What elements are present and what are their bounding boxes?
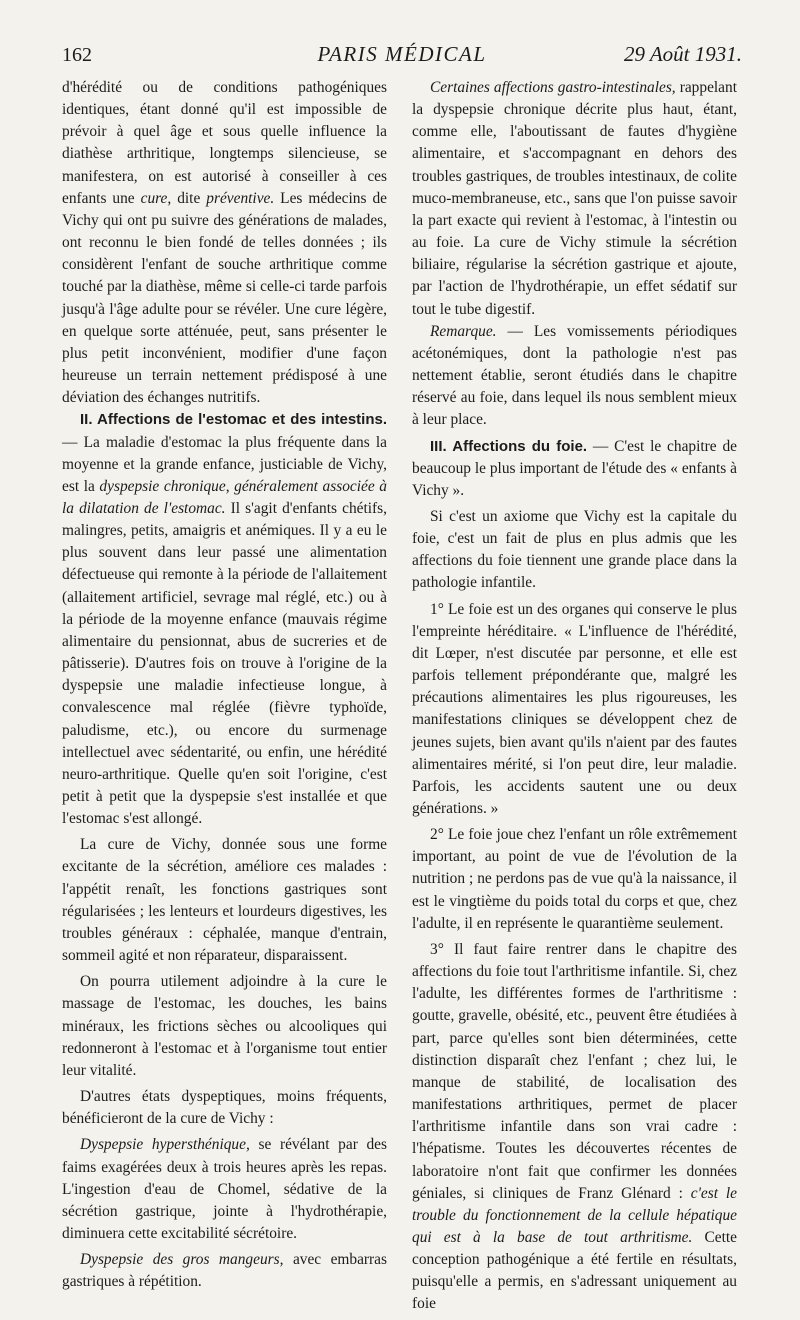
paragraph: 1° Le foie est un des organes qui conserve le plus l'empreinte héréditaire. « L'influence de l'hérédité, dit Lœper, n'est discutée par personne, et elle est parfois tellement prépondérante que, malgré les précautions alimentaires les plus rigoureuses, les manifestations cliniques se développent chez de jeunes sujets, bien avant qu'ils n'aient par des fautes alimentaires mérité, si l'on peut dire, leur maladie. Parfois, les accidents sautent une ou deux générations. » <box>412 600 737 817</box>
paragraph: Remarque. — Les vomissements périodiques acétonémiques, dont la pathologie n'est pas nettement établie, seront étudiés dans le chapitre réservé au foie, dans lequel ils nous semblent mieux à leur place. <box>412 322 737 429</box>
paragraph: La cure de Vichy, donnée sous une forme excitante de la sécrétion, améliore ces malades : l'appétit renaît, les fonctions gastriques sont régularisées ; les lenteurs et lourdeurs digestives, les troubles généraux : céphalée, manque d'entrain, sommeil agité et non réparateur, disparaissent. <box>62 836 387 965</box>
page-number: 162 <box>62 44 92 66</box>
paragraph: d'hérédité ou de conditions pathogéniques identiques, étant donné qu'il est impossible de prévoir à quel âge et sous quelle influence la diathèse arthritique, longtemps silencieuse, se manifestera, on est autorisé à conseiller à ces enfants une cure, dite préventive. Les médecins de Vichy qui ont pu suivre des générations de malades, ont reconnu le bien fondé de telles données ; ils considèrent l'enfant de souche arthritique comme touché par la diathèse, même si celle-ci tarde parfois jusqu'à l'âge adulte pour se révéler. Une cure légère, en quelque sorte atténuée, peut, sans présenter le plus petit inconvénient, modifier d'une façon heureuse un terrain nettement prédisposé à une déviation des échanges nutritifs. <box>62 79 387 407</box>
paragraph: Certaines affections gastro-intestinales, rappelant la dyspepsie chronique décrite plus haut, étant, comme elle, l'aboutissant de fautes d'hygiène alimentaire, et s'accompagnant en dehors des troubles gastriques, de troubles intestinaux, de colite muco-membraneuse, etc., sans que l'on puisse savoir la part exacte qui revient à l'estomac, à l'intestin ou au foie. La cure de Vichy stimule la sécrétion biliaire, régularise la sécrétion gastrique et ajoute, par l'action de l'hydrothérapie, un effet sédatif sur tout le tube digestif. <box>412 79 737 318</box>
section-iii: III. Affections du foie. — C'est le chapitre de beaucoup le plus important de l'étude des « enfants à Vichy ». <box>412 437 737 499</box>
paragraph: D'autres états dyspeptiques, moins fréquents, bénéficieront de la cure de Vichy : <box>62 1088 387 1128</box>
section-heading: II. Affections de l'estomac et des intestins. <box>80 411 387 429</box>
running-header <box>62 40 742 74</box>
left-column <box>62 77 387 1297</box>
issue-date: 29 Août 1931. <box>623 42 742 66</box>
paragraph: Si c'est un axiome que Vichy est la capitale du foie, c'est un fait de plus en plus admis que les affections du foie tiennent une grande place dans la pathologie infantile. <box>412 507 737 592</box>
paragraph: Dyspepsie hypersthénique, se révélant par des faims exagérées deux à trois heures après les repas. L'ingestion d'eau de Chomel, sédative de la sécrétion gastrique, jointe à l'hydrothérapie, diminuera cette excitabilité sécrétoire. <box>62 1136 387 1242</box>
right-column <box>412 77 737 1320</box>
paragraph: 3° Il faut faire rentrer dans le chapitre des affections du foie tout l'arthritisme infantile. Si, chez l'adulte, les différentes formes de l'arthritisme : goutte, gravelle, obésité, etc., peuvent être étudiées à part, parce qu'elles sont bien déterminées, cette distinction disparaît chez l'enfant ; chez lui, le manque de stabilité, de localisation des manifestations arthritiques, permet de placer l'arthritisme infantile dans son vrai cadre : l'hépatisme. Toutes les découvertes récentes de laboratoire n'ont fait que confirmer les données géniales, si cliniques de Franz Glénard : c'est le trouble du fonctionnement de la cellule hépatique qui est à la base de tout arthritisme. Cette conception pathogénique a été fertile en résultats, puisqu'elle a permis, en s'adressant uniquement au foie <box>412 940 737 1313</box>
paragraph: 2° Le foie joue chez l'enfant un rôle extrêmement important, au point de vue de l'évolution de la nutrition ; ne perdons pas de vue qu'à la naissance, il est le vingtième du poids total du corps et que, chez l'adulte, il en représente le quarantième seulement. <box>412 826 737 932</box>
section-ii: II. Affections de l'estomac et des intestins. — La maladie d'estomac la plus fréquente dans la moyenne et la grande enfance, justiciable de Vichy, est la dyspepsie chronique, généralement associée à la dilatation de l'estomac. Il s'agit d'enfants chétifs, malingres, petits, amaigris et anémiques. Il y a eu le plus souvent dans leur passé une alimentation défectueuse qui remonte à la période de l'allaitement (allaitement artificiel, sevrage mal réglé, etc.) ou à la période de la moyenne enfance (mauvais régime alimentaire du pensionnat, abus de sucreries et de pâtisserie). D'autres fois on trouve à l'origine de la dyspepsie une maladie infectieuse longue, à convalescence mal réglée (fièvre typhoïde, paludisme, etc.), ou encore du surmenage intellectuel avec sédentarité, ou enfin, une hérédité neuro-arthritique. Quelle qu'en soit l'origine, c'est petit à petit que la dyspepsie s'est installée et que l'estomac s'est allongé. <box>62 411 387 828</box>
paragraph: On pourra utilement adjoindre à la cure le massage de l'estomac, les douches, les bains minéraux, les frictions sèches ou alcooliques qui redonneront à l'estomac et à l'organisme tout entier leur vitalité. <box>62 973 387 1079</box>
journal-title: PARIS MÉDICAL <box>317 42 487 66</box>
paragraph: Dyspepsie des gros mangeurs, avec embarras gastriques à répétition. <box>62 1251 387 1291</box>
section-heading: III. Affections du foie. <box>430 437 588 455</box>
